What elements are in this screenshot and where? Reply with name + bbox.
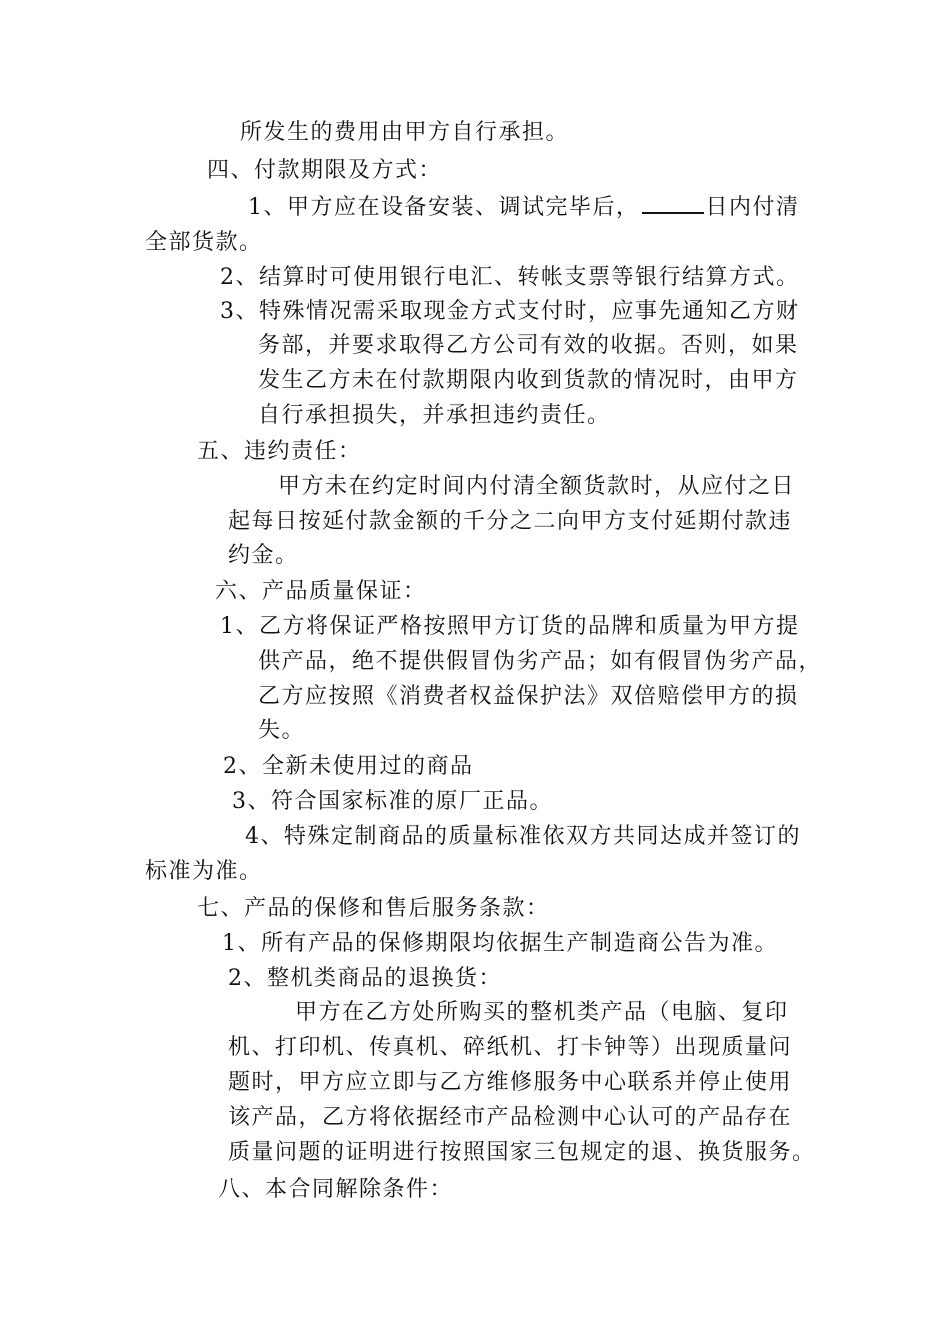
text-line [248, 192, 800, 223]
text-line: 甲方在乙方处所购买的整机类产品（电脑、复印 [295, 1000, 789, 1025]
text-line: 所发生的费用由甲方自行承担。 [240, 120, 570, 145]
text-line: 4、特殊定制商品的质量标准依双方共同达成并签订的 [245, 824, 801, 849]
text-line: 题时，甲方应立即与乙方维修服务中心联系并停止使用 [228, 1070, 793, 1095]
text-line: 供产品，绝不提供假冒伪劣产品；如有假冒伪劣产品， [258, 649, 823, 674]
fill-in-blank [642, 192, 704, 214]
text-line: 机、打印机、传真机、碎纸机、打卡钟等）出现质量问 [228, 1035, 793, 1060]
text-line: 2、全新未使用过的商品 [223, 754, 474, 779]
text-line: 2、整机类商品的退换货： [228, 966, 502, 991]
text-segment: 日内付清 [705, 195, 800, 220]
text-line: 该产品，乙方将依据经市产品检测中心认可的产品存在 [228, 1105, 793, 1130]
section-heading: 六、产品质量保证： [215, 579, 427, 604]
section-heading: 四、付款期限及方式： [207, 158, 443, 183]
text-line: 约金。 [228, 543, 299, 568]
text-line: 质量问题的证明进行按照国家三包规定的退、换货服务。 [228, 1140, 816, 1165]
text-line: 全部货款。 [145, 230, 263, 255]
text-line: 起每日按延付款金额的千分之二向甲方支付延期付款违 [228, 509, 793, 534]
text-line: 1、所有产品的保修期限均依据生产制造商公告为准。 [222, 931, 778, 956]
text-line: 甲方未在约定时间内付清全额货款时，从应付之日 [278, 474, 796, 499]
text-line: 标准为准。 [145, 859, 263, 884]
section-heading: 七、产品的保修和售后服务条款： [197, 896, 550, 921]
section-heading: 八、本合同解除条件： [218, 1177, 454, 1202]
text-line: 自行承担损失，并承担违约责任。 [258, 403, 611, 428]
text-line: 务部，并要求取得乙方公司有效的收据。否则，如果 [258, 333, 799, 358]
text-line: 3、特殊情况需采取现金方式支付时，应事先通知乙方财 [220, 299, 800, 324]
section-heading: 五、违约责任： [197, 439, 362, 464]
text-line: 发生乙方未在付款期限内收到货款的情况时，由甲方 [258, 368, 799, 393]
text-line: 1、乙方将保证严格按照甲方订货的品牌和质量为甲方提 [220, 614, 800, 639]
text-line: 3、符合国家标准的原厂正品。 [232, 789, 553, 814]
text-line: 2、结算时可使用银行电汇、转帐支票等银行结算方式。 [220, 265, 800, 290]
text-line: 失。 [258, 718, 306, 743]
text-segment: 1、甲方应在设备安装、调试完毕后， [248, 195, 640, 220]
text-line: 乙方应按照《消费者权益保护法》双倍赔偿甲方的损 [258, 684, 799, 709]
